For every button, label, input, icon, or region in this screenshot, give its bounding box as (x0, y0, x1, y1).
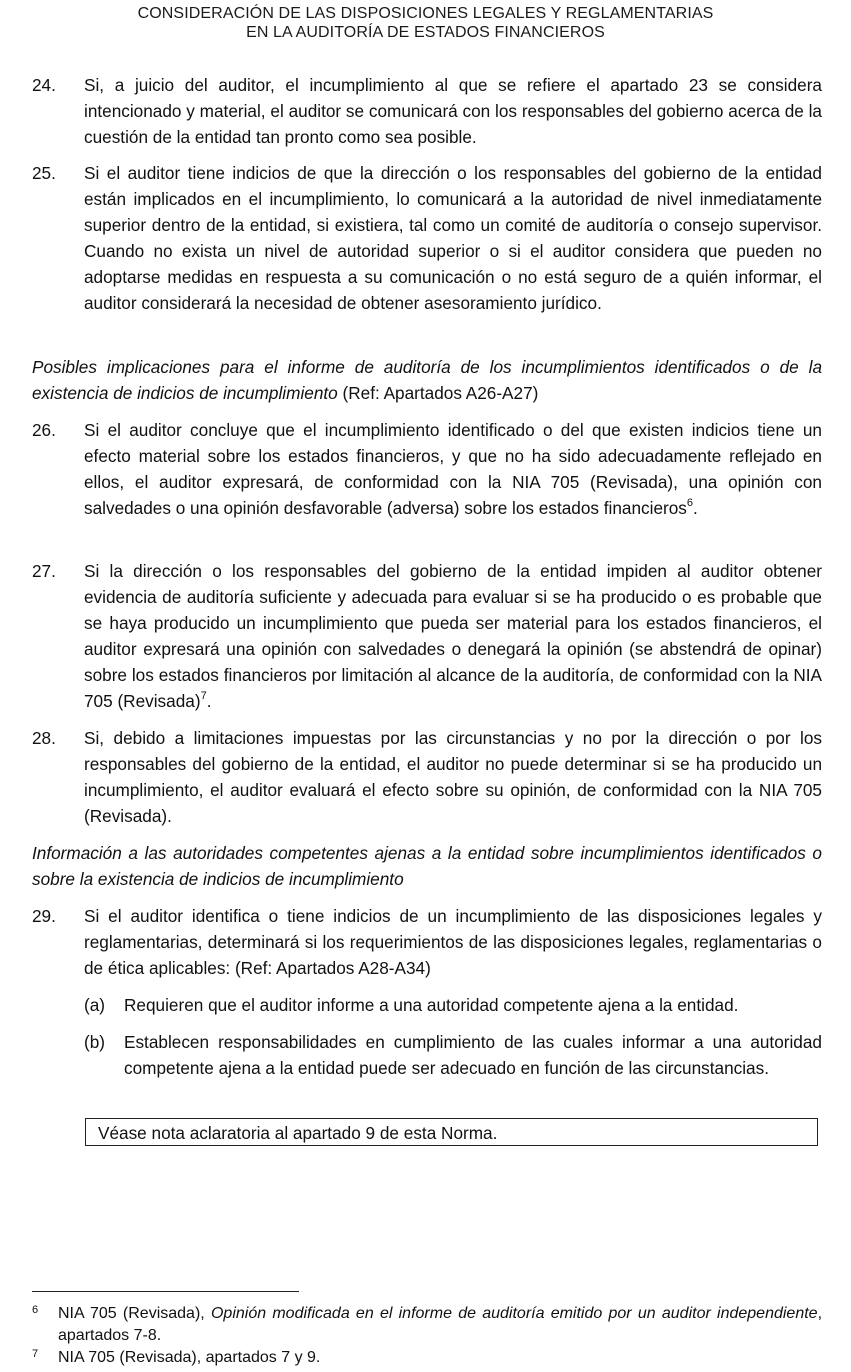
paragraph-text: Si el auditor tiene indicios de que la dirección o los responsables del gobierno de la entidad están implicados en el incumplimiento, lo comunicará a la autoridad de nivel inmediatamente superior dentro de la entidad, si existiera, tal como un comité de auditoría o consejo supervisor. Cuando no exista un nivel de autoridad superior o si el auditor considera que pueden no adoptarse medidas en respuesta a su comunicación o no está seguro de a quién informar, el auditor considerará la necesidad de obtener asesoramiento jurídico. (84, 163, 822, 313)
paragraph-29 (32, 903, 822, 981)
footnote-ref-6: 6 (686, 497, 694, 510)
paragraph-text: Si la dirección o los responsables del gobierno de la entidad impiden al auditor obtener evidencia de auditoría suficiente y adecuada para evaluar si se ha producido o es probable que se haya producido un incumplimiento que pueda ser material para los estados financieros, el auditor expresará una opinión con salvedades o denegará la opinión (se abstendrá de opinar) sobre los estados financieros por limitación al alcance de la auditoría, de conformidad con la NIA 705 (Revisada)$^7$. (84, 561, 822, 711)
paragraph-text: Si el auditor identifica o tiene indicios de un incumplimiento de las disposiciones legales y reglamentarias, determinará si los requerimientos de las disposiciones legales, reglamentarias o de ética aplicables: (Ref: Apartados A28-A34) (84, 906, 822, 978)
section-heading-informacion (32, 840, 822, 892)
subitem-a (84, 992, 822, 1018)
paragraph-26 (32, 417, 822, 521)
paragraph-text: Si, debido a limitaciones impuestas por las circunstancias y no por la dirección o por los responsables del gobierno de la entidad, el auditor no puede determinar si se ha producido un incumplimiento, el auditor evaluará el efecto sobre su opinión, de conformidad con la NIA 705 (Revisada). (84, 728, 822, 826)
subitem-label: (a) (84, 995, 106, 1015)
paragraph-text: Si el auditor concluye que el incumplimiento identificado o del que existen indicios tiene un efecto material sobre los estados financieros, y que no ha sido adecuadamente reflejado en ellos, el auditor expresará, de conformidad con la NIA 705 (Revisada), una opinión con salvedades o una opinión desfavorable (adversa) sobre los estados financieros$^6$. (84, 420, 822, 518)
running-header (0, 4, 851, 42)
footnote-mark: 6 (32, 1304, 39, 1316)
footnote-ref-7: 7 (200, 690, 207, 703)
subitem-text: Establecen responsabilidades en cumplimiento de las cuales informar a una autoridad competente ajena a la entidad puede ser adecuado en función de las circunstancias. (124, 1032, 822, 1078)
paragraph-number: 28. (32, 728, 56, 748)
subitem-b (84, 1029, 822, 1081)
footnote-text: NIA 705 (Revisada), apartados 7 y 9. (58, 1349, 321, 1366)
paragraph-number: 24. (32, 75, 56, 95)
paragraph-number: 27. (32, 561, 56, 581)
paragraph-number: 26. (32, 420, 56, 440)
paragraph-28 (32, 725, 822, 829)
section-heading-implicaciones (32, 354, 822, 406)
paragraph-25 (32, 160, 822, 316)
footnote-6 (32, 1303, 822, 1347)
footnote-7 (32, 1347, 822, 1369)
header-line-2: EN LA AUDITORÍA DE ESTADOS FINANCIEROS (246, 24, 605, 41)
paragraph-number: 29. (32, 906, 56, 926)
heading-ref: (Ref: Apartados A26-A27) (337, 383, 539, 403)
paragraph-number: 25. (32, 163, 56, 183)
note-box: Véase nota aclaratoria al apartado 9 de esta Norma. (85, 1118, 818, 1146)
subitem-label: (b) (84, 1032, 106, 1052)
paragraph-27 (32, 558, 822, 714)
subitem-text: Requieren que el auditor informe a una autoridad competente ajena a la entidad. (124, 995, 739, 1015)
heading-italic: Información a las autoridades competentes ajenas a la entidad sobre incumplimientos identificados o sobre la existencia de indicios de incumplimiento (32, 843, 822, 889)
footnote-text: NIA 705 (Revisada), Opinión modificada en el informe de auditoría emitido por un auditor independiente, apartados 7-8. (58, 1305, 823, 1344)
paragraph-text: Si, a juicio del auditor, el incumplimiento al que se refiere el apartado 23 se considera intencionado y material, el auditor se comunicará con los responsables del gobierno acerca de la cuestión de la entidad tan pronto como sea posible. (84, 75, 822, 147)
paragraph-24 (32, 72, 822, 150)
footnote-mark: 7 (32, 1348, 39, 1360)
footnote-rule (32, 1291, 299, 1292)
header-line-1: CONSIDERACIÓN DE LAS DISPOSICIONES LEGALES Y REGLAMENTARIAS (137, 5, 714, 22)
heading-italic: Posibles implicaciones para el informe de auditoría de los incumplimientos identificados o de la existencia de indicios de incumplimiento (32, 357, 822, 403)
